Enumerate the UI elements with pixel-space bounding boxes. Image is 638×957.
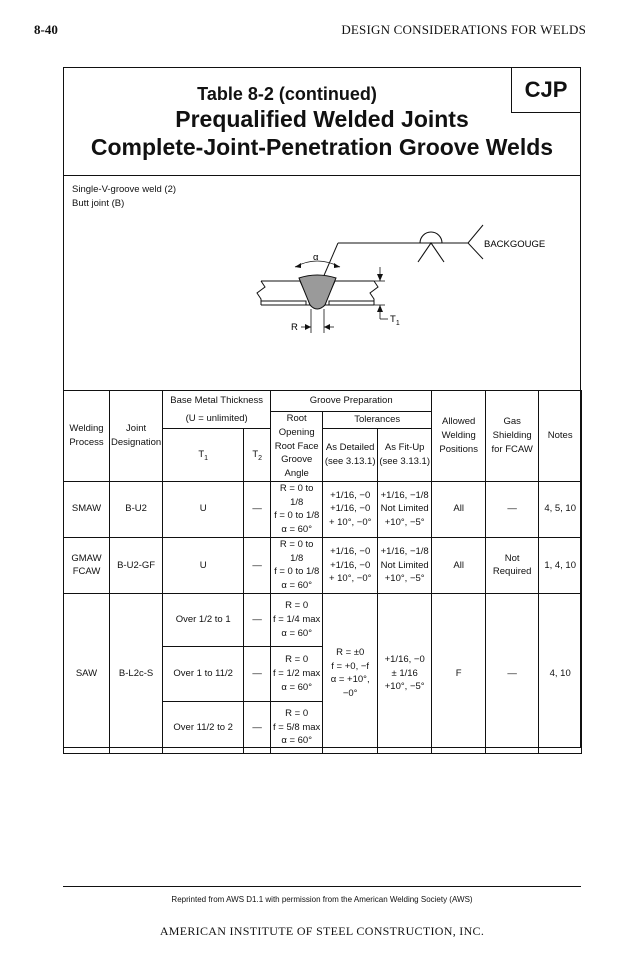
header-joint: Joint Designation <box>110 391 163 482</box>
footer-divider <box>63 886 581 887</box>
header-process: Welding Process <box>64 391 110 482</box>
cell-t2: — <box>244 537 271 593</box>
credit-line: Reprinted from AWS D1.1 with permission from the American Welding Society (AWS) <box>171 895 473 904</box>
cell-t2: — <box>244 481 271 537</box>
joint-type-line-2: Butt joint (B) <box>72 198 125 209</box>
cell-as-fitup: +1/16, −1/8 Not Limited +10°, −5° <box>378 481 432 537</box>
cell-notes: 4, 10 <box>539 593 582 753</box>
cjp-badge: CJP <box>511 67 581 113</box>
cell-gas: — <box>486 481 539 537</box>
cell-t1: U <box>163 537 244 593</box>
symbol-tail <box>468 225 483 259</box>
backgouge-symbol <box>420 232 442 243</box>
cell-as-detailed: +1/16, −0 +1/16, −0 + 10°, −0° <box>323 481 378 537</box>
cell-t1: Over 1/2 to 1 <box>163 593 244 646</box>
cell-t1: U <box>163 481 244 537</box>
weld-bead <box>299 275 336 308</box>
header-notes: Notes <box>539 391 582 482</box>
v-groove-symbol <box>418 243 444 262</box>
joint-diagram <box>63 215 581 390</box>
cell-root: R = 0 to 1/8 f = 0 to 1/8 α = 60° <box>271 537 323 593</box>
header-t2: $T_2$ <box>244 429 271 482</box>
cell-gas: — <box>486 593 539 753</box>
page-number: 8-40 <box>34 22 58 37</box>
cell-as-fitup: +1/16, −0 ± 1/16 +10°, −5° <box>378 593 432 753</box>
backgouge-label: BACKGOUGE <box>484 239 546 250</box>
cell-t2: — <box>244 593 271 646</box>
table-row <box>64 593 582 646</box>
header-root: Root Opening Root Face Groove Angle <box>271 412 323 482</box>
cell-t1: Over 1 to 11/2 <box>163 646 244 701</box>
cell-joint: B-L2c-S <box>110 593 163 753</box>
cell-notes: 1, 4, 10 <box>539 537 582 593</box>
joint-type-line-1: Single-V-groove weld (2) <box>72 184 177 195</box>
header-positions: Allowed Welding Positions <box>432 391 486 482</box>
cell-root: R = 0 f = 1/4 max α = 60° <box>271 593 323 646</box>
cell-positions: All <box>432 537 486 593</box>
cell-as-fitup: +1/16, −1/8 Not Limited +10°, −5° <box>378 537 432 593</box>
cell-root: R = 0 f = 1/2 max α = 60° <box>271 646 323 701</box>
t1-label: $T_1$ <box>390 314 400 327</box>
table-row <box>64 537 582 593</box>
cell-process: SMAW <box>64 481 110 537</box>
cell-process: GMAW FCAW <box>64 537 110 593</box>
cell-t1: Over 11/2 to 2 <box>163 701 244 753</box>
cell-process: SAW <box>64 593 110 753</box>
r-label: R <box>291 322 298 333</box>
header-gas: Gas Shielding for FCAW <box>486 391 539 482</box>
header-base-metal: Base Metal Thickness <box>163 391 271 412</box>
cell-as-detailed: R = ±0 f = +0, −f α = +10°, −0° <box>323 593 378 753</box>
header-groove-prep: Groove Preparation <box>271 391 432 412</box>
cell-gas: Not Required <box>486 537 539 593</box>
title-line-1: Prequalified Welded Joints <box>175 106 469 132</box>
cell-t2: — <box>244 701 271 753</box>
publisher-line: AMERICAN INSTITUTE OF STEEL CONSTRUCTION, INC. <box>159 924 485 938</box>
table-number: Table 8-2 (continued) <box>197 84 377 104</box>
cell-positions: All <box>432 481 486 537</box>
table-row <box>64 481 582 537</box>
cell-joint: B-U2-GF <box>110 537 163 593</box>
header-tolerances: Tolerances <box>323 412 432 429</box>
cell-notes: 4, 5, 10 <box>539 481 582 537</box>
joint-table <box>63 390 582 754</box>
running-title: DESIGN CONSIDERATIONS FOR WELDS <box>341 22 586 37</box>
cell-joint: B-U2 <box>110 481 163 537</box>
cell-as-detailed: +1/16, −0 +1/16, −0 + 10°, −0° <box>323 537 378 593</box>
cell-positions: F <box>432 593 486 753</box>
cell-root: R = 0 f = 5/8 max α = 60° <box>271 701 323 753</box>
header-as-detailed: As Detailed (see 3.13.1) <box>323 429 378 482</box>
header-t1: $T_1$ <box>163 429 244 482</box>
title-line-2: Complete-Joint-Penetration Groove Welds <box>90 134 554 160</box>
alpha-label: α <box>313 252 319 263</box>
header-base-metal-note: (U = unlimited) <box>163 412 271 429</box>
cell-root: R = 0 to 1/8 f = 0 to 1/8 α = 60° <box>271 481 323 537</box>
title-divider <box>63 175 581 176</box>
header-as-fitup: As Fit-Up (see 3.13.1) <box>378 429 432 482</box>
cell-t2: — <box>244 646 271 701</box>
